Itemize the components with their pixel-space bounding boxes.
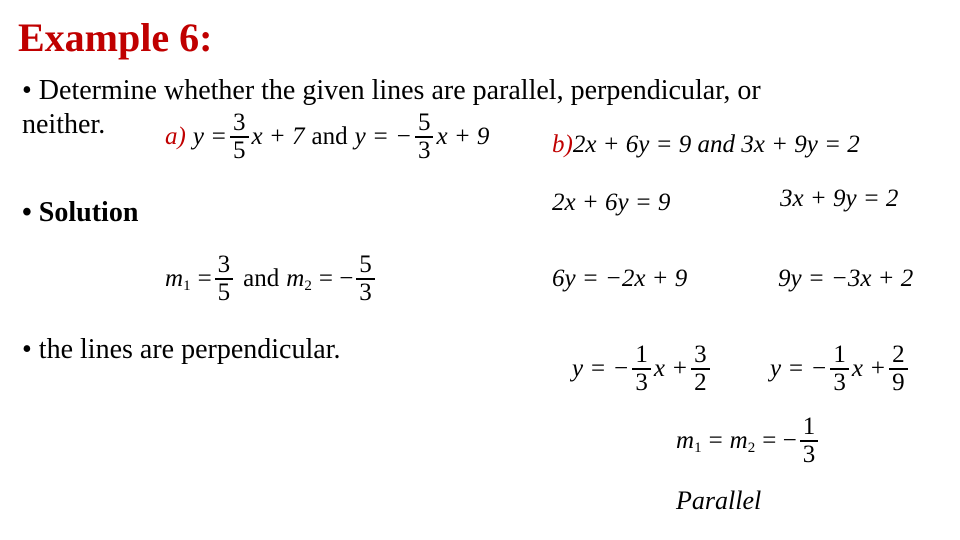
slope-m2-numerator: 5 (359, 251, 372, 278)
part-b-slopes (676, 414, 821, 468)
part-b-right-step2 (778, 266, 913, 291)
left-step3-den1: 3 (635, 368, 648, 396)
part-a-label: a) (165, 123, 186, 151)
left-step3-fraction1 (632, 342, 651, 396)
eq2-numerator: 5 (417, 109, 431, 136)
part-a-slopes (165, 252, 378, 306)
right-step2-text: 9y = −3x + 2 (778, 265, 914, 292)
slopes-fraction (800, 414, 819, 468)
eq2-lhs: y = − (354, 123, 412, 151)
eq1-lhs: y = (192, 123, 228, 151)
eq1-fraction (230, 110, 249, 164)
bullet-conclusion-perpendicular: • the lines are perpendicular. (22, 334, 341, 365)
part-b-equation: 2x + 6y = 9 and 3x + 9y = 2 (572, 131, 860, 158)
slope-m2-denominator: 3 (359, 278, 372, 306)
part-b-left-step1 (552, 190, 670, 215)
slide-title: Example 6: (18, 15, 213, 60)
slope-m1-numerator: 3 (217, 251, 231, 278)
slope-m1-subscript: 1 (183, 278, 191, 295)
right-step3-fraction2 (889, 342, 908, 396)
right-step3-mid: x + (851, 355, 887, 383)
right-step3-lhs: y = − (770, 355, 828, 383)
right-step3-den1: 3 (833, 368, 846, 396)
slope-m1-denominator: 5 (217, 278, 231, 306)
bullet-determine-line1: • Determine whether the given lines are parallel, perpendicular, or (22, 75, 761, 106)
part-b-right-step3 (770, 342, 911, 396)
part-b-equations (552, 132, 860, 157)
part-a-equations (165, 110, 489, 164)
slope-m1: m (165, 265, 184, 293)
slopes-numerator: 1 (802, 413, 816, 440)
slope-m2-equals: = − (318, 265, 354, 293)
part-b-left-step3 (572, 342, 713, 396)
left-step3-num2: 3 (694, 341, 707, 368)
part-b-conclusion-parallel: Parallel (676, 486, 762, 515)
bullet-determine-line2: neither. (22, 109, 106, 140)
left-step1-text: 2x + 6y = 9 (552, 189, 671, 216)
eq2-fraction (415, 110, 434, 164)
part-b-label: b) (552, 131, 573, 158)
eq-and: and (311, 123, 348, 151)
slopes-m2-subscript: 2 (747, 440, 756, 457)
eq1-numerator: 3 (233, 109, 246, 136)
right-step3-num2: 2 (892, 341, 905, 368)
slopes-m1-subscript: 1 (694, 440, 702, 457)
slope-m1-fraction (215, 252, 234, 306)
left-step3-mid: x + (653, 355, 689, 383)
slope-m2-subscript: 2 (304, 278, 312, 295)
right-step3-den2: 9 (892, 368, 905, 396)
right-step3-fraction1 (830, 342, 849, 396)
slopes-equals: = (708, 427, 723, 455)
right-step3-num1: 1 (833, 341, 846, 368)
right-step1-text: 3x + 9y = 2 (780, 185, 899, 212)
slope-and: and (243, 265, 280, 293)
left-step2-text: 6y = −2x + 9 (552, 265, 688, 292)
left-step3-den2: 2 (694, 368, 707, 396)
left-step3-fraction2 (691, 342, 710, 396)
eq2-denominator: 3 (417, 136, 431, 164)
slope-m2-fraction (356, 252, 375, 306)
left-step3-num1: 1 (635, 341, 648, 368)
eq1-denominator: 5 (233, 136, 246, 164)
slopes-m1: m (676, 427, 695, 455)
left-step3-lhs: y = − (572, 355, 630, 383)
slopes-equals-minus: = − (762, 427, 797, 455)
eq1-rest: x + 7 (251, 123, 305, 151)
eq2-rest: x + 9 (436, 123, 490, 151)
slopes-denominator: 3 (802, 440, 816, 468)
slope-m1-equals: = (197, 265, 212, 293)
part-b-right-step1 (780, 186, 898, 211)
slopes-m2: m (729, 427, 748, 455)
bullet-solution: • Solution (22, 197, 139, 228)
part-b-left-step2 (552, 266, 687, 291)
slope-m2: m (286, 265, 305, 293)
